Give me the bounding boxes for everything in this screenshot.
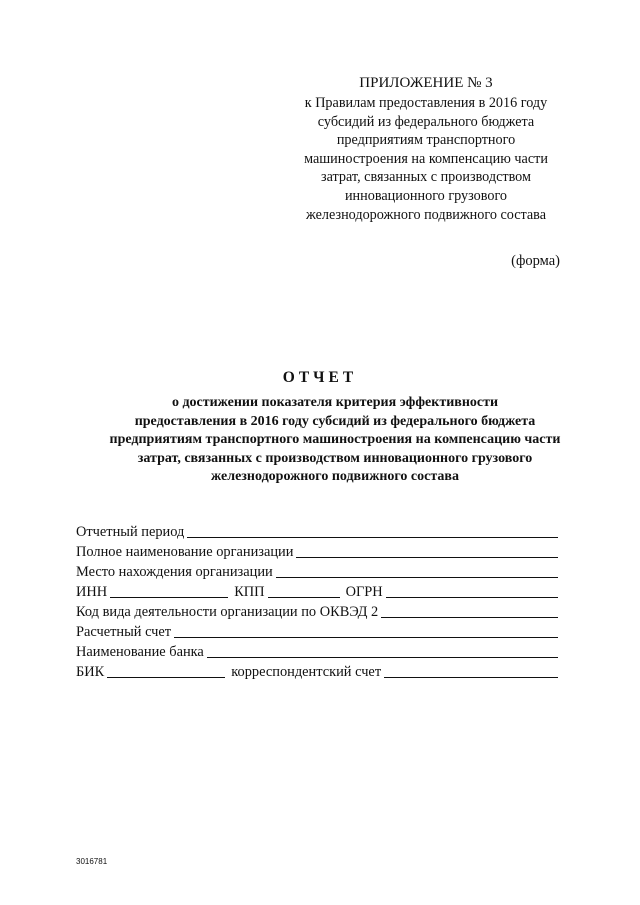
bank-name-row [76, 641, 558, 661]
appendix-line: машиностроения на компенсацию части [304, 150, 548, 167]
settlement-account-row [76, 621, 558, 641]
bik-label: БИК [76, 664, 105, 680]
bik-blank[interactable] [107, 677, 225, 678]
report-title: ОТЧЕТ [282, 369, 358, 386]
org-full-name-label: Полное наименование организации [76, 544, 294, 560]
settlement-account-label: Расчетный счет [76, 624, 172, 640]
inn-label: ИНН [76, 584, 108, 600]
okved-blank[interactable] [381, 617, 558, 618]
bank-name-label: Наименование банка [76, 644, 204, 660]
reporting-period-row [76, 521, 558, 541]
settlement-account-blank[interactable] [174, 637, 558, 638]
kpp-label: КПП [234, 584, 265, 600]
okved-row [76, 601, 558, 621]
appendix-line: к Правилам предоставления в 2016 году [304, 95, 548, 111]
org-location-row [76, 561, 558, 581]
org-full-name-row [76, 541, 558, 561]
org-full-name-blank[interactable] [296, 557, 558, 558]
org-location-blank[interactable] [276, 577, 558, 578]
appendix-header [286, 74, 566, 224]
report-subtitle-line: предприятиям транспортного машиностроения на компенсацию части [109, 432, 561, 448]
report-subtitle-line: о достижении показателя критерия эффективности [171, 395, 499, 410]
reporting-period-blank[interactable] [187, 537, 558, 538]
appendix-line: затрат, связанных с производством [321, 169, 531, 186]
bik-row [76, 661, 558, 681]
report-subtitle-line: затрат, связанных с производством инновационного грузового [137, 450, 533, 466]
correspondent-account-blank[interactable] [384, 677, 558, 678]
org-location-label: Место нахождения организации [76, 564, 273, 580]
okved-label: Код вида деятельности организации по ОКВЭД 2 [76, 604, 379, 620]
appendix-line: предприятиям транспортного [336, 132, 516, 149]
ogrn-blank[interactable] [386, 597, 558, 598]
appendix-line: субсидий из федерального бюджета [317, 113, 535, 130]
report-fields [76, 521, 558, 681]
ogrn-label: ОГРН [345, 584, 383, 600]
report-subtitle-line: железнодорожного подвижного состава [211, 469, 459, 485]
correspondent-account-label: корреспондентский счет [231, 664, 382, 680]
reporting-period-label: Отчетный период [76, 524, 185, 540]
tax-ids-row [76, 581, 558, 601]
appendix-line: инновационного грузового [344, 187, 508, 204]
kpp-blank[interactable] [268, 597, 340, 598]
report-subtitle-line: предоставления в 2016 году субсидий из федерального бюджета [134, 413, 536, 429]
bank-name-blank[interactable] [207, 657, 558, 658]
appendix-line: железнодорожного подвижного состава [306, 206, 546, 223]
document-number: 3016781 [76, 857, 108, 866]
report-subtitle [40, 394, 630, 487]
form-label: (форма) [511, 253, 560, 269]
inn-blank[interactable] [110, 597, 228, 598]
appendix-title: ПРИЛОЖЕНИЕ № 3 [359, 75, 493, 91]
